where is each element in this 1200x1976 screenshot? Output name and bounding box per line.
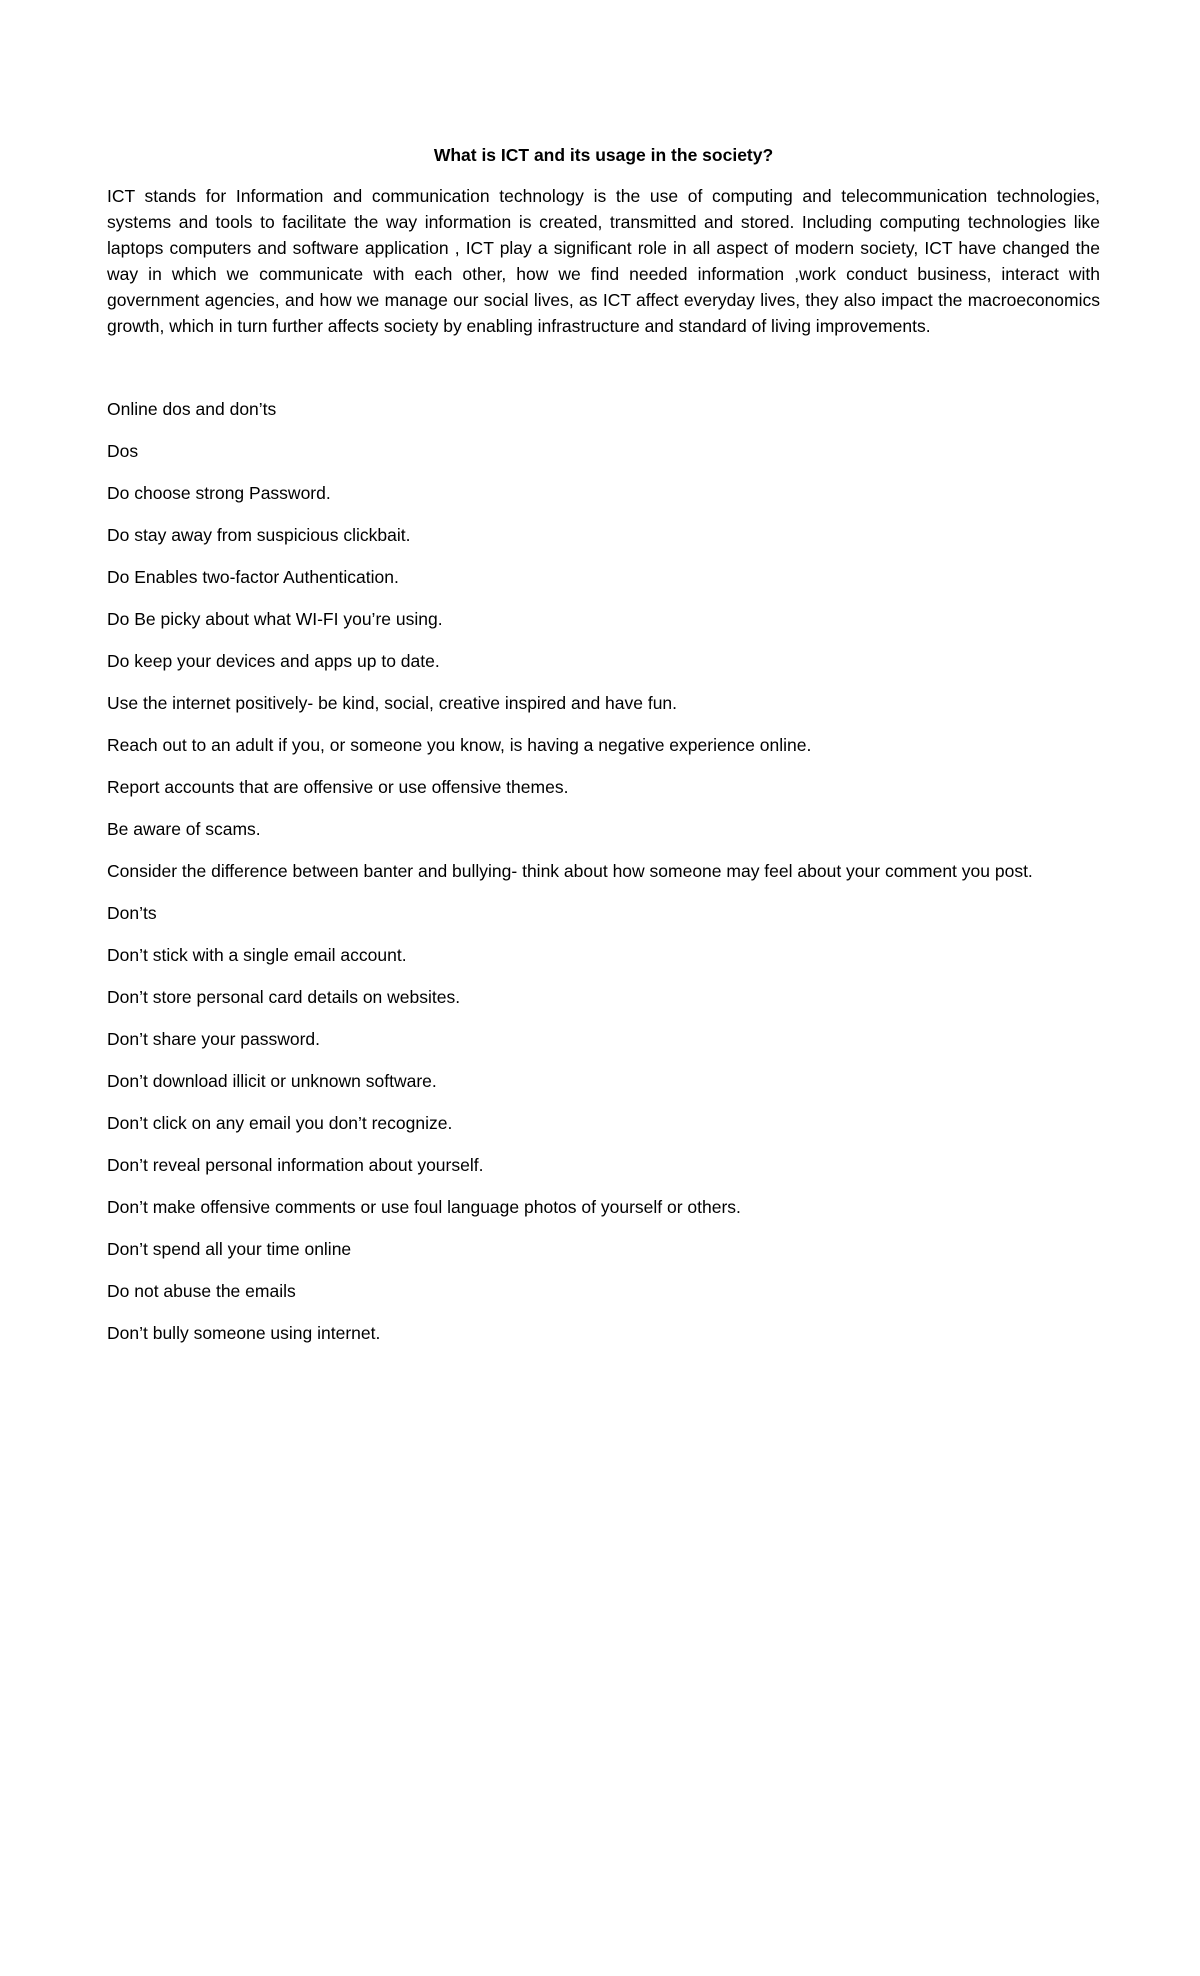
dos-item: Do keep your devices and apps up to date. <box>107 651 440 671</box>
donts-item: Don’t store personal card details on websites. <box>107 987 461 1007</box>
donts-item: Don’t share your password. <box>107 1029 321 1049</box>
donts-item: Don’t click on any email you don’t recognize. <box>107 1113 453 1133</box>
dos-item: Consider the difference between banter and bullying- think about how someone may feel about your comment you post. <box>107 861 1033 881</box>
donts-item: Don’t make offensive comments or use foul language photos of yourself or others. <box>107 1197 741 1217</box>
donts-heading: Don’ts <box>107 903 157 923</box>
document-body <box>107 143 1100 1363</box>
intro-paragraph: ICT stands for Information and communication technology is the use of computing and telecommunication technologies, systems and tools to facilitate the way information is created, transmitted and stored. Including computing technologies like laptops computers and software application , ICT play a significant role in all aspect of modern society, ICT have changed the way in which we communicate with each other, how we find needed information ,work conduct business, interact with government agencies, and how we manage our social lives, as ICT affect everyday lives, they also impact the macroeconomics growth, which in turn further affects society by enabling infrastructure and standard of living improvements. <box>107 186 1100 336</box>
dos-item: Reach out to an adult if you, or someone you know, is having a negative experience online. <box>107 735 812 755</box>
dos-item: Use the internet positively- be kind, social, creative inspired and have fun. <box>107 693 678 713</box>
dos-item: Do stay away from suspicious clickbait. <box>107 525 411 545</box>
dos-item: Report accounts that are offensive or use offensive themes. <box>107 777 569 797</box>
donts-list <box>107 943 1100 1345</box>
section-heading: Online dos and don’ts <box>107 399 277 419</box>
dos-item: Be aware of scams. <box>107 819 261 839</box>
donts-item: Do not abuse the emails <box>107 1281 296 1301</box>
dos-heading: Dos <box>107 441 139 461</box>
dos-item: Do Enables two-factor Authentication. <box>107 567 399 587</box>
donts-item: Don’t reveal personal information about yourself. <box>107 1155 484 1175</box>
donts-item: Don’t spend all your time online <box>107 1239 352 1259</box>
dos-item: Do choose strong Password. <box>107 483 331 503</box>
dos-item: Do Be picky about what WI-FI you’re using. <box>107 609 443 629</box>
document-title: What is ICT and its usage in the society? <box>433 145 774 165</box>
donts-item: Don’t bully someone using internet. <box>107 1323 381 1343</box>
donts-item: Don’t stick with a single email account. <box>107 945 407 965</box>
donts-item: Don’t download illicit or unknown software. <box>107 1071 437 1091</box>
dos-list <box>107 481 1100 883</box>
